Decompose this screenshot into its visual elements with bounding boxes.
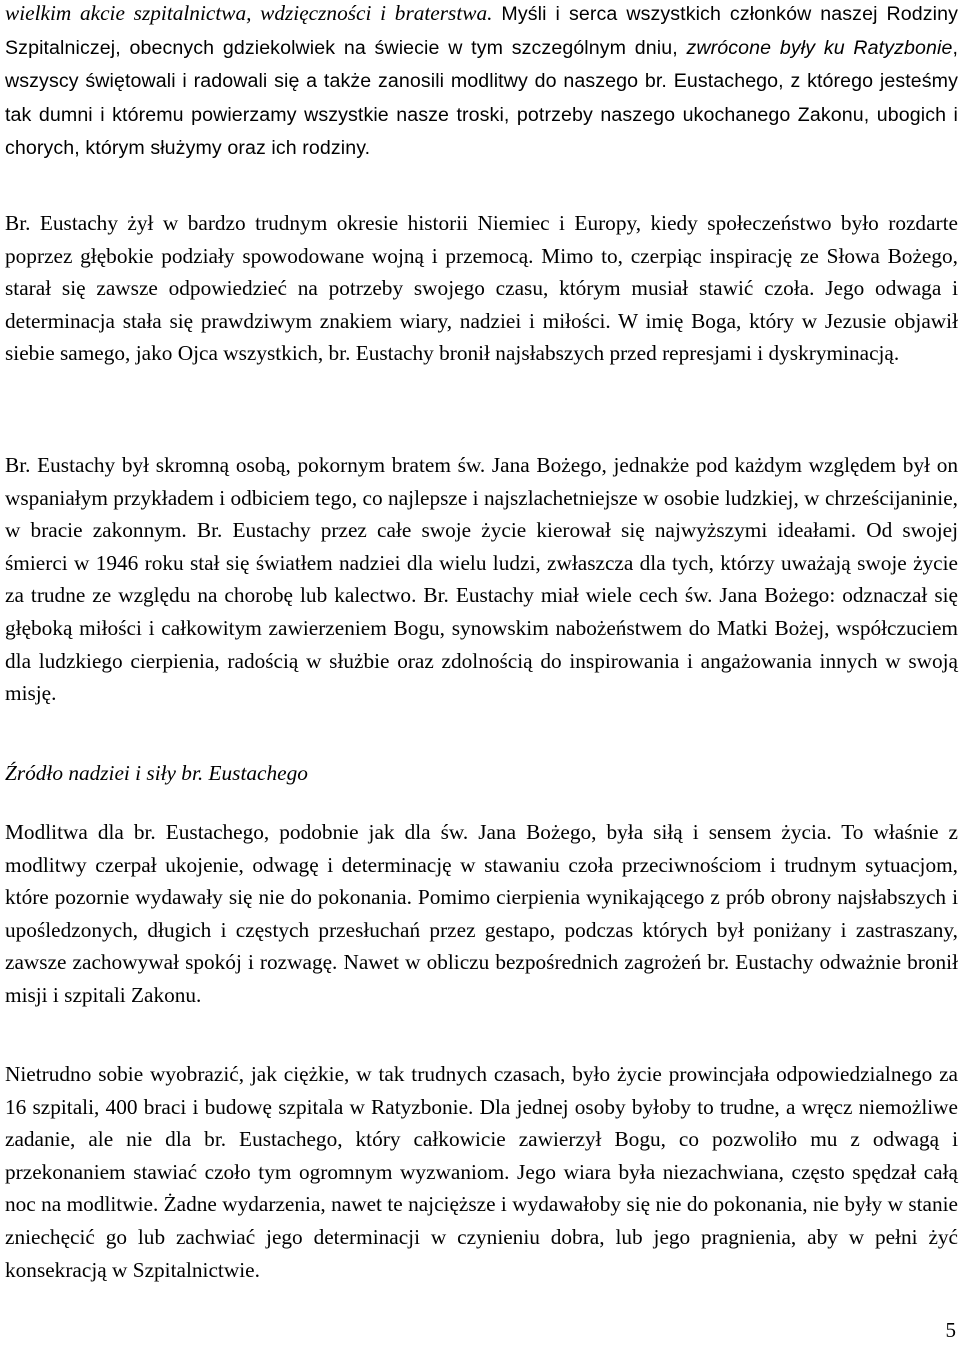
paragraph-1-sans-b: , wszyscy świętowali i radowali się a także zanosili modlitwy do naszego br.: [5, 36, 958, 93]
paragraph-3: Br. Eustachy był skromną osobą, pokornym bratem św. Jana Bożego, jednakże pod każdym względem był on wspaniałym przykładem i odbiciem tego, co najlepsze i najszlachetniejsze w osobie ludzkiej, w chrześcijaninie, w bracie zakonnym. Br. Eustachy przez całe swoje życie kierował się najwyższymi ideałami. Od swojej śmierci w 1946 roku stał się światłem nadziei dla wielu ludzi, zwłaszcza dla tych, którzy uważają swoje życie za trudne ze względu na chorobę lub kalectwo. Br. Eustachy miał wiele cech św. Jana Bożego: odznaczał się głęboką miłości i całkowitym zawierzeniem Bogu, synowskim nabożeństwem do Matki Bożej, współczuciem dla ludzkiego cierpienia, radością w służbie oraz zdolnością do inspirowania i angażowania innych w swoją misję.: [5, 453, 958, 706]
paragraph-2: Br. Eustachy żył w bardzo trudnym okresie historii Niemiec i Europy, kiedy społeczeństwo było rozdarte poprzez głębokie podziały spowodowane wojną i przemocą. Mimo to, czerpiąc inspirację ze Słowa Bożego, starał się zawsze odpowiedzieć na potrzeby swojego czasu, którym musiał stawić czoła. Jego odwaga i determinacja stała się prawdziwym znakiem wiary, nadziei i miłości. W imię Boga, który w Jezusie objawił siebie samego, jako Ojca wszystkich, br. Eustachy bronił najsłabszych przed represjami i dyskryminacją.: [5, 211, 958, 366]
paragraph-1: [5, 0, 958, 165]
paragraph-1-sans-a: Myśli i serca wszystkich członków naszej Rodziny Szpitalniczej, obecnych gdziekolwiek na świecie w tym szczególnym dniu,: [5, 3, 958, 59]
page-number: 5: [945, 1318, 956, 1342]
paragraph-4: Modlitwa dla br. Eustachego, podobnie jak dla św. Jana Bożego, była siłą i sensem życia. To właśnie z modlitwy czerpał ukojenie, odwagę i determinację w stawaniu czoła przeciwnościom i trudnym sytuacjom, które pozornie wydawały się nie do pokonania. Pomimo cierpienia wynikającego z prób obrony najsłabszych i upośledzonych, długich i częstych przesłuchań przez gestapo, podczas których był poniżany i zastraszany, zawsze zachowywał spokój i rozwagę. Nawet w obliczu bezpośrednich zagrożeń br. Eustachy odważnie bronił misji i szpitali Zakonu.: [5, 820, 958, 1007]
paragraph-1-italic-start: wielkim akcie szpitalnictwa, wdzięczności i braterstwa.: [5, 1, 493, 25]
paragraph-1-sans-italic: zwrócone były ku Ratyzbonie: [686, 36, 953, 59]
paragraph-5: Nietrudno sobie wyobrazić, jak ciężkie, w tak trudnych czasach, było życie prowincjała odpowiedzialnego za 16 szpitali, 400 braci i budowę szpitala w Ratyzbonie. Dla jednej osoby byłoby to trudne, a wręcz niemożliwe zadanie, ale nie dla br. Eustachego, który całkowicie zawierzył Bogu, co pozwoliło mu z odwagą i przekonaniem stawiać czoło tym ogromnym wyzwaniom. Jego wiara była niezachwiana, często spędzał całą noc na modlitwie. Żadne wydarzenia, nawet te najcięższe i wydawałoby się nie do pokonania, nie były w stanie zniechęcić go lub zachwiać jego determinacji w czynieniu dobra, lub jego pragnienia, aby w pełni żyć konsekracją w Szpitalnictwie.: [5, 1062, 958, 1282]
paragraph-1-sans-c: Eustachego, z którego jesteśmy tak dumni i któremu powierzamy wszystkie nasze troski, potrzeby naszego ukochanego Zakonu, ubogich i chorych, którym służymy oraz ich rodziny.: [5, 70, 958, 160]
section-heading: Źródło nadziei i siły br. Eustachego: [5, 761, 308, 785]
